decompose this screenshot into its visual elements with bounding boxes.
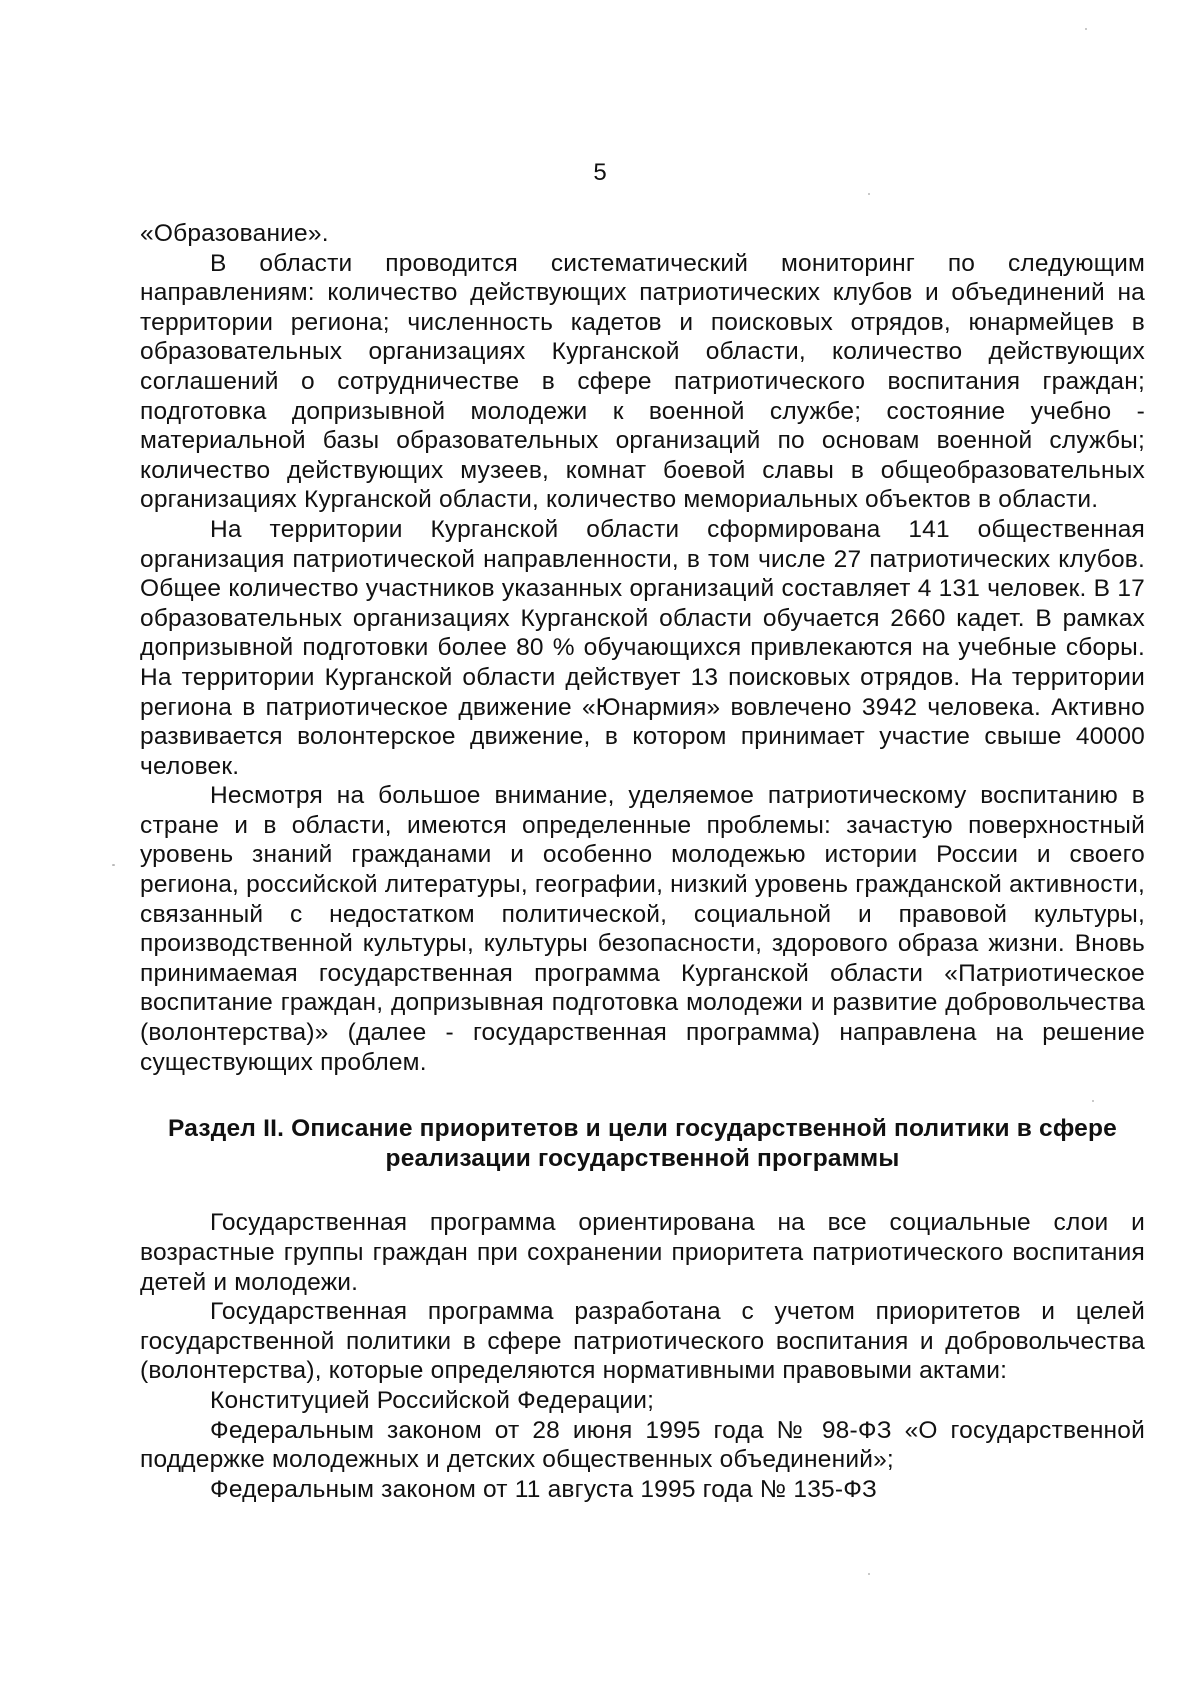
scan-speck [868,1573,870,1575]
paragraph-monitoring: В области проводится систематический мониторинг по следующим направлениям: количество действующих патриотических клубов и объединений на территории региона; численность кадетов и поисковых отрядов, юнармейцев в образовательных организациях Курганской области, количество действующих соглашений о сотрудничестве в сфере патриотического воспитания граждан; подготовка допризывной молодежи к военной службе; состояние учебно - материальной базы образовательных организаций по основам военной службы; количество действующих музеев, комнат боевой славы в общеобразовательных организациях Курганской области, количество мемориальных объектов в области. [140,249,1145,514]
scan-speck [112,864,115,866]
paragraph-program-development: Государственная программа разработана с учетом приоритетов и целей государственной политики в сфере патриотического воспитания и добровольчества (волонтерства), которые определяются нормативными правовыми актами: [140,1298,1145,1385]
paragraph-federal-law-98: Федеральным законом от 28 июня 1995 года № 98-ФЗ «О государственной поддержке молодежных и детских общественных объединений»; [140,1416,1145,1474]
paragraph-problems: Несмотря на большое внимание, уделяемое патриотическому воспитанию в стране и в области, имеются определенные проблемы: зачастую поверхностный уровень знаний гражданами и особенно молодежью истории России и своего региона, российской литературы, географии, низкий уровень гражданской активности, связанный с недостатком политической, социальной и правовой культуры, производственной культуры, культуры безопасности, здорового образа жизни. Вновь принимаемая государственная программа Курганской области «Патриотическое воспитание граждан, допризывная подготовка молодежи и развитие добровольчества (волонтерства)» (далее - государственная программа) направлена на решение существующих проблем. [140,782,1145,1076]
page-number: 5 [593,159,607,186]
paragraph-constitution: Конституцией Российской Федерации; [210,1386,655,1414]
document-body [140,219,1145,1504]
paragraph-education-continuation: «Образование». [140,220,329,247]
paragraph-federal-law-135: Федеральным законом от 11 августа 1995 года № 135-ФЗ [210,1475,878,1503]
paragraph-organizations: На территории Курганской области сформирована 141 общественная организация патриотической направленности, в том числе 27 патриотических клубов. Общее количество участников указанных организаций составляет 4 131 человек. В 17 образовательных организациях Курганской области обучается 2660 кадет. В рамках допризывной подготовки более 80 % обучающихся привлекаются на учебные сборы. На территории Курганской области действует 13 поисковых отрядов. На территории региона в патриотическое движение «Юнармия» вовлечено 3942 человека. Активно развивается волонтерское движение, в котором принимает участие свыше 40000 человек. [140,515,1145,780]
section-heading: Раздел II. Описание приоритетов и цели государственной политики в сфере реализации государственной программы [168,1115,1117,1172]
paragraph-program-orientation: Государственная программа ориентирована на все социальные слои и возрастные группы граждан при сохранении приоритета патриотического воспитания детей и молодежи. [140,1209,1145,1296]
scan-speck [1085,28,1087,30]
scan-speck [868,193,870,195]
scan-speck [1092,1100,1094,1102]
